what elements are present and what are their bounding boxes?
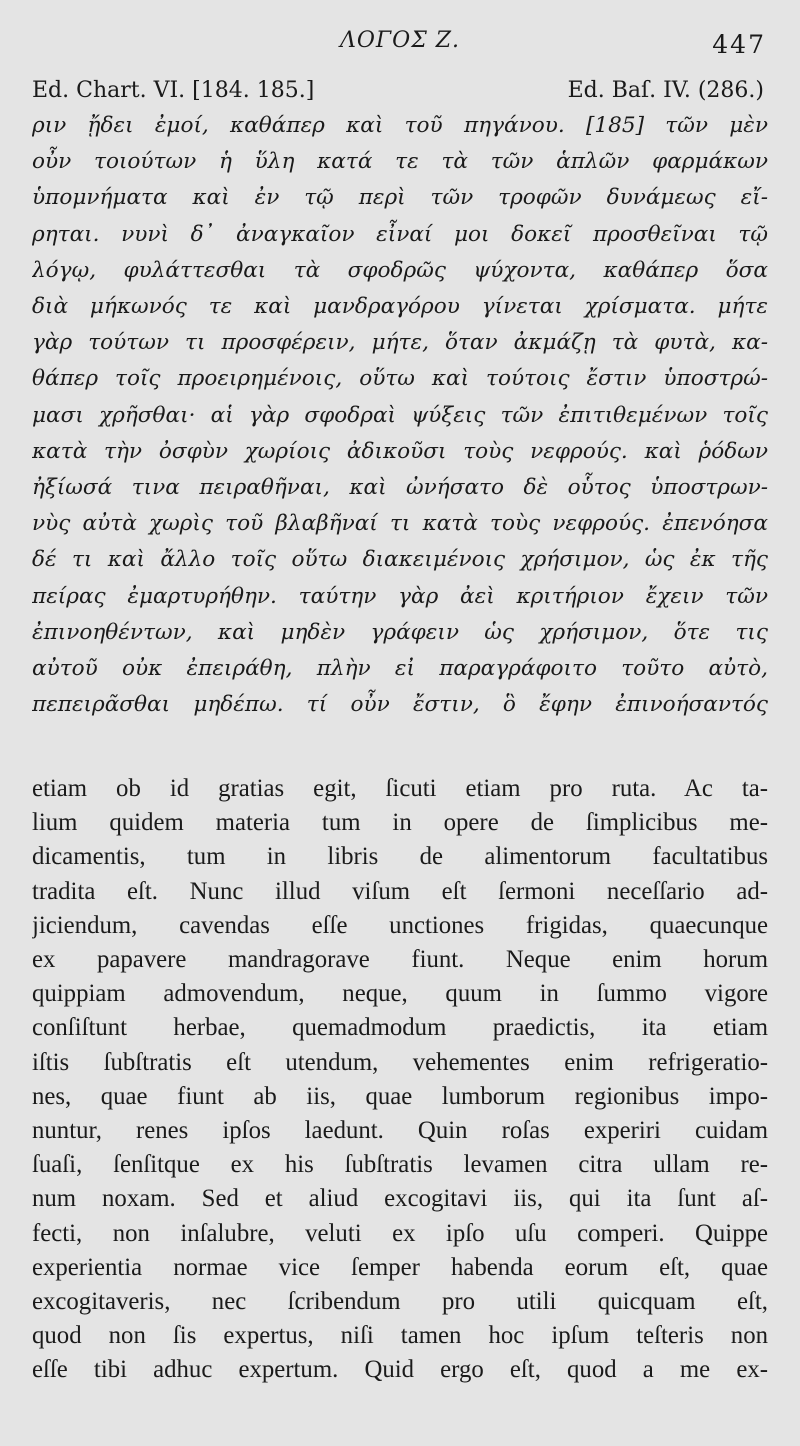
latin-line: experientia normae vice ſemper habenda eorum eſt, quae: [32, 1253, 768, 1281]
page-number: 447: [712, 30, 766, 59]
latin-line: nes, quae fiunt ab iis, quae lumborum regionibus impo-: [32, 1082, 768, 1110]
latin-line: lium quidem materia tum in opere de ſimplicibus me-: [32, 809, 768, 837]
running-head: [0, 28, 800, 58]
latin-line: eſſe tibi adhuc expertum. Quid ergo eſt, quod a me ex-: [32, 1356, 768, 1384]
latin-line: quippiam admovendum, neque, quum in ſummo vigore: [32, 980, 768, 1008]
greek-line: οὖν τοιούτων ἡ ὕλη κατά τε τὰ τῶν ἁπλῶν φαρμάκων: [32, 149, 768, 175]
greek-line: ἐπινοηθέντων, καὶ μηδὲν γράφειν ὡς χρήσιμον, ὅτε τις: [32, 619, 768, 645]
latin-line: conſiſtunt herbae, quemadmodum praedictis, ita etiam: [32, 1014, 768, 1042]
running-title: ΛΟΓΟΣ Ζ.: [339, 28, 461, 53]
latin-line: num noxam. Sed et aliud excogitavi iis, qui ita ſunt aſ-: [32, 1185, 768, 1213]
latin-line: nuntur, renes ipſos laedunt. Quin roſas experiri cuidam: [32, 1117, 768, 1145]
greek-line: ὑπομνήματα καὶ ἐν τῷ περὶ τῶν τροφῶν δυνάμεως εἴ-: [32, 185, 768, 211]
greek-line: διὰ μήκωνός τε καὶ μανδραγόρου γίνεται χρίσματα. μήτε: [32, 294, 768, 320]
latin-line: fecti, non inſalubre, veluti ex ipſo uſu comperi. Quippe: [32, 1219, 768, 1247]
latin-line: iſtis ſubſtratis eſt utendum, vehementes enim refrigeratio-: [32, 1048, 768, 1076]
latin-line: dicamentis, tum in libris de alimentorum facultatibus: [32, 843, 768, 871]
greek-line: λόγῳ, φυλάττεσθαι τὰ σφοδρῶς ψύχοντα, καθάπερ ὅσα: [32, 257, 768, 283]
greek-line: ριν ᾔδει ἐμοί, καθάπερ καὶ τοῦ πηγάνου. [185] τῶν μὲν: [32, 113, 768, 138]
latin-line: quod non ſis expertus, niſi tamen hoc ipſum teſteris non: [32, 1322, 768, 1350]
greek-line: μασι χρῆσθαι· αἱ γὰρ σφοδραὶ ψύξεις τῶν ἐπιτιθεμένων τοῖς: [32, 402, 768, 428]
latin-line: excogitaveris, nec ſcribendum pro utili quicquam eſt,: [32, 1288, 768, 1316]
latin-line: tradita eſt. Nunc illud viſum eſt ſermoni neceſſario ad-: [32, 877, 768, 905]
latin-line: jiciendum, cavendas eſſe unctiones frigidas, quaecunque: [32, 911, 768, 939]
greek-line: αὐτοῦ οὐκ ἐπειράθη, πλὴν εἰ παραγράφοιτο τοῦτο αὐτὸ,: [32, 656, 768, 682]
latin-line: ſuaſi, ſenſitque ex his ſubſtratis levamen citra ullam re-: [32, 1151, 768, 1179]
greek-line: δέ τι καὶ ἄλλο τοῖς οὕτω διακειμένοις χρήσιμον, ὡς ἐκ τῆς: [32, 547, 768, 573]
edition-reference-left: Ed. Chart. VI. [184. 185.]: [32, 78, 315, 103]
greek-line: γὰρ τούτων τι προσφέρειν, μήτε, ὅταν ἀκμάζῃ τὰ φυτὰ, κα-: [32, 330, 768, 356]
latin-text-block: [32, 772, 768, 1388]
greek-line: θάπερ τοῖς προειρημένοις, οὕτω καὶ τούτοις ἔστιν ὑποστρώ-: [32, 366, 768, 392]
greek-line: πεπειρᾶσθαι μηδέπω. τί οὖν ἔστιν, ὃ ἔφην ἐπινοήσαντός: [32, 692, 768, 718]
greek-line: κατὰ τὴν ὀσφὺν χωρίοις ἀδικοῦσι τοὺς νεφρούς. καὶ ῥόδων: [32, 438, 768, 464]
greek-line: ρηται. νυνὶ δ᾽ ἀναγκαῖον εἶναί μοι δοκεῖ προσθεῖναι τῷ: [32, 221, 768, 247]
latin-line: ex papavere mandragorave fiunt. Neque enim horum: [32, 946, 768, 974]
greek-text-block: [32, 108, 768, 723]
edition-reference-line: [32, 78, 764, 108]
latin-line: etiam ob id gratias egit, ſicuti etiam pro ruta. Ac ta-: [32, 775, 768, 802]
greek-line: ἠξίωσά τινα πειραθῆναι, καὶ ὠνήσατο δὲ οὗτος ὑποστρων-: [32, 475, 768, 501]
greek-line: νὺς αὐτὰ χωρὶς τοῦ βλαβῆναί τι κατὰ τοὺς νεφρούς. ἐπενόησα: [32, 511, 768, 537]
greek-line: πείρας ἐμαρτυρήθην. ταύτην γὰρ ἀεὶ κριτήριον ἔχειν τῶν: [32, 583, 768, 609]
edition-reference-right: Ed. Baſ. IV. (286.): [567, 78, 764, 103]
